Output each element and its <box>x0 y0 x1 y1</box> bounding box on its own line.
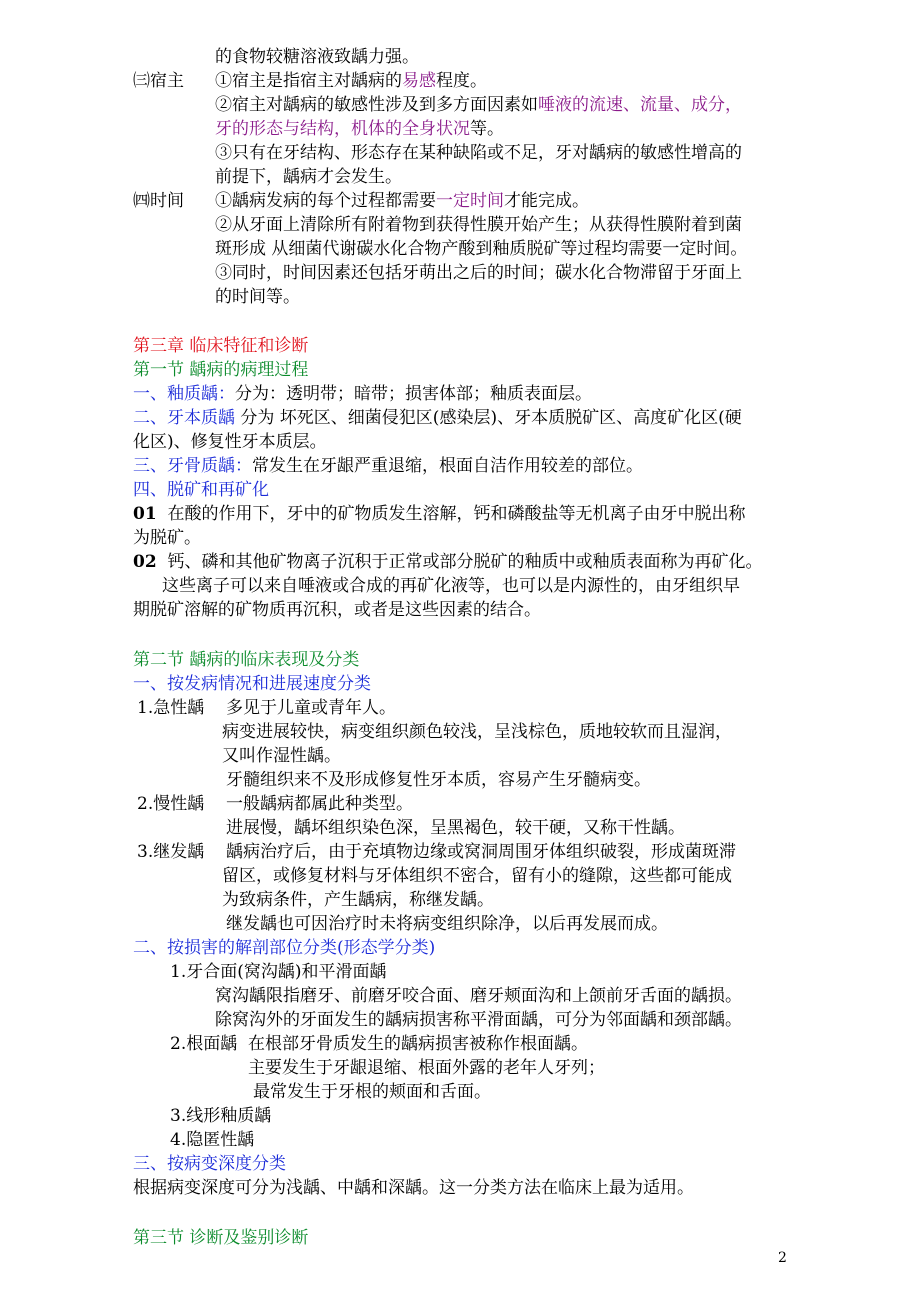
section-1-title: 第一节 龋病的病理过程 <box>133 360 309 380</box>
chronic-caries-label: 2.慢性龋 <box>137 794 205 814</box>
depth-classification-text: 根据病变深度可分为浅龋、中龋和深龋。这一分类方法在临床上最为适用。 <box>133 1178 694 1198</box>
acute-caries-text: 多见于儿童或青年人。 <box>226 698 396 718</box>
root-caries-label: 2.根面龋 <box>170 1034 238 1054</box>
item-enamel-caries: 一、釉质龋：分为：透明带；暗带；损害体部；釉质表面层。 <box>133 384 592 404</box>
root-caries-text: 主要发生于牙龈退缩、根面外露的老年人牙列； <box>248 1058 605 1078</box>
host-point-1: ①宿主是指宿主对龋病的易感程度。 <box>215 71 487 91</box>
host-point-3: ③只有在牙结构、形态存在某种缺陷或不足，牙对龋病的敏感性增高的 <box>215 143 742 163</box>
secondary-caries-label: 3.继发龋 <box>137 842 205 862</box>
root-caries-text: 最常发生于牙根的颊面和舌面。 <box>253 1082 491 1102</box>
paragraph-line: 期脱矿溶解的矿物质再沉积，或者是这些因素的结合。 <box>133 600 541 620</box>
occlusal-smooth-caries-text: 除窝沟外的牙面发生的龋病损害称平滑面龋，可分为邻面龋和颈部龋。 <box>215 1010 742 1030</box>
secondary-caries-text: 为致病条件，产生龋病，称继发龋。 <box>222 890 494 910</box>
item-demineralization-heading: 四、脱矿和再矿化 <box>133 480 269 500</box>
time-point-2: ②从牙面上清除所有附着物到获得性膜开始产生；从获得性膜附着到菌 <box>215 215 742 235</box>
acute-caries-label: 1.急性龋 <box>137 698 205 718</box>
host-point-2: ②宿主对龋病的敏感性涉及到多方面因素如唾液的流速、流量、成分， <box>215 95 742 115</box>
secondary-caries-text: 继发龋也可因治疗时未将病变组织除净，以后再发展而成。 <box>226 914 668 934</box>
section-3-title: 第三节 诊断及鉴别诊断 <box>133 1228 309 1248</box>
classification-heading-3: 三、按病变深度分类 <box>133 1154 286 1174</box>
section-2-title: 第二节 龋病的临床表现及分类 <box>133 650 360 670</box>
time-point-1: ①龋病发病的每个过程都需要一定时间才能完成。 <box>215 191 589 211</box>
item-cementum-caries: 三、牙骨质龋：常发生在牙龈严重退缩，根面自洁作用较差的部位。 <box>133 456 643 476</box>
time-label: ㈣时间 <box>133 191 184 211</box>
text-line: 的食物较糖溶液致龋力强。 <box>215 47 419 67</box>
acute-caries-text: 又叫作湿性龋。 <box>222 746 341 766</box>
acute-caries-text: 牙髓组织来不及形成修复性牙本质，容易产生牙髓病变。 <box>226 770 651 790</box>
time-point-3-cont: 的时间等。 <box>215 287 300 307</box>
paragraph-line: 这些离子可以来自唾液或合成的再矿化液等，也可以是内源性的，由牙组织早 <box>162 576 740 596</box>
root-caries-text: 在根部牙骨质发生的龋病损害被称作根面龋。 <box>248 1034 588 1054</box>
definition-remineralization: 02 钙、磷和其他矿物离子沉积于正常或部分脱矿的釉质中或釉质表面称为再矿化。 <box>133 552 763 572</box>
chronic-caries-text: 一般龋病都属此种类型。 <box>226 794 413 814</box>
definition-demineralization-cont: 为脱矿。 <box>133 528 201 548</box>
chronic-caries-text: 进展慢，龋坏组织染色深，呈黑褐色，较干硬，又称干性龋。 <box>226 818 685 838</box>
item-dentin-caries-cont: 化区)、修复性牙本质层。 <box>133 432 327 452</box>
time-point-3: ③同时，时间因素还包括牙萌出之后的时间；碳水化合物滞留于牙面上 <box>215 263 742 283</box>
classification-heading-2: 二、按损害的解剖部位分类(形态学分类) <box>133 938 436 958</box>
secondary-caries-text: 留区，或修复材料与牙体组织不密合，留有小的缝隙，这些都可能成 <box>222 866 732 886</box>
classification-heading-1: 一、按发病情况和进展速度分类 <box>133 674 371 694</box>
time-point-2-cont: 斑形成 从细菌代谢碳水化合物产酸到釉质脱矿等过程均需要一定时间。 <box>215 239 748 259</box>
definition-demineralization: 01 在酸的作用下，牙中的矿物质发生溶解，钙和磷酸盐等无机离子由牙中脱出称 <box>133 504 746 524</box>
host-point-2-cont: 牙的形态与结构，机体的全身状况等。 <box>215 119 504 139</box>
hidden-caries-label: 4.隐匿性龋 <box>170 1130 255 1150</box>
page-number: 2 <box>778 1250 787 1266</box>
occlusal-smooth-caries-label: 1.牙合面(窝沟龋)和平滑面龋 <box>170 962 387 982</box>
chapter-title: 第三章 临床特征和诊断 <box>133 336 309 356</box>
acute-caries-text: 病变进展较快，病变组织颜色较浅，呈浅棕色，质地较软而且湿润， <box>222 722 732 742</box>
secondary-caries-text: 龋病治疗后，由于充填物边缘或窝洞周围牙体组织破裂，形成菌斑滞 <box>226 842 736 862</box>
host-label: ㈢宿主 <box>133 71 184 91</box>
host-point-3-cont: 前提下，龋病才会发生。 <box>215 167 402 187</box>
item-dentin-caries: 二、牙本质龋 分为 坏死区、细菌侵犯区(感染层)、牙本质脱矿区、高度矿化区(硬 <box>133 408 742 428</box>
linear-enamel-caries-label: 3.线形釉质龋 <box>170 1106 272 1126</box>
occlusal-smooth-caries-text: 窝沟龋限指磨牙、前磨牙咬合面、磨牙颊面沟和上颌前牙舌面的龋损。 <box>215 986 742 1006</box>
